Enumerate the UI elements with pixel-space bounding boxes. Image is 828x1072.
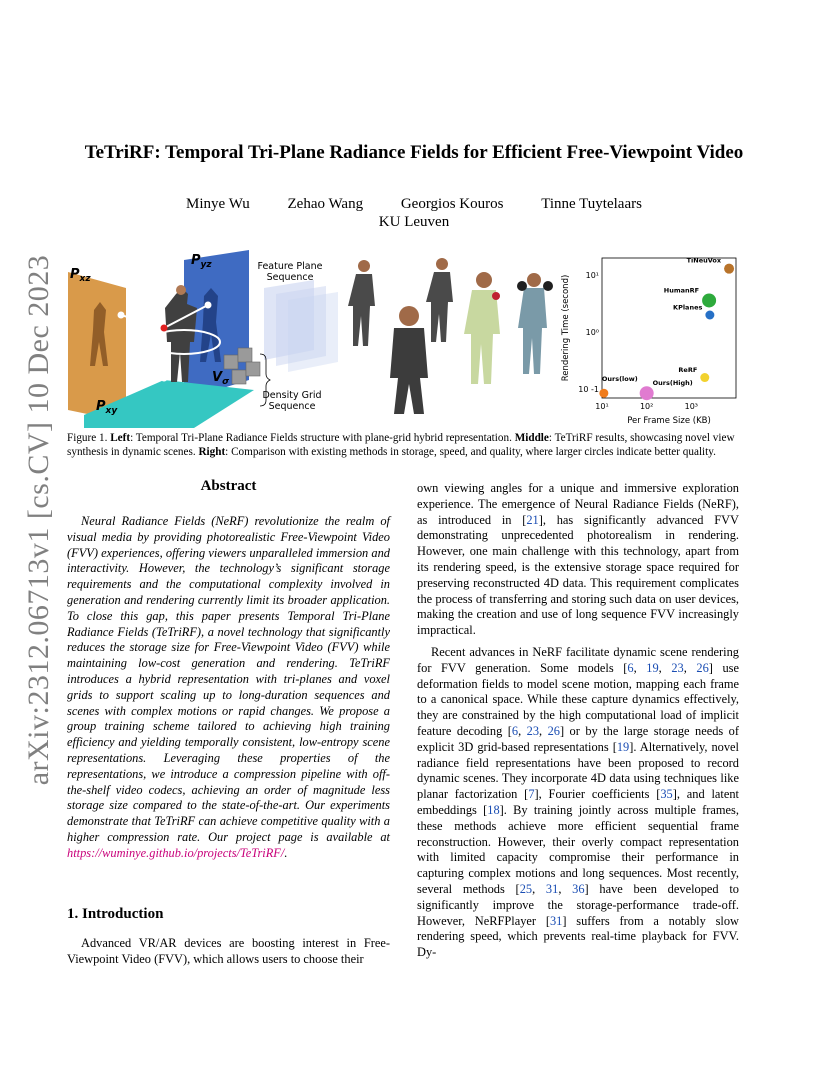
section-heading-introduction: 1. Introduction [67,906,164,922]
citation-link[interactable]: 19 [616,739,630,754]
citation-link[interactable]: 6 [627,660,634,675]
author-list [0,196,828,213]
render-figure [348,260,375,346]
data-point-label: Ours(low) [601,375,638,384]
y-tick-label: 10⁰ [585,328,599,338]
caption-middle-label: Middle [514,432,549,444]
x-tick-label: 10² [639,402,654,411]
citation-link[interactable]: 7 [528,787,535,802]
citation-link[interactable]: 31 [545,881,559,896]
data-point-label: TiNeuVox [686,256,722,265]
sample-point [205,302,212,309]
abstract-heading: Abstract [200,478,257,494]
citation-link[interactable]: 19 [646,660,659,675]
paragraph: own viewing angles for a unique and immersive exploration experience. The emergence of Neural Radiance Fields (NeRF), as introduced in [21], has significantly advanced FVV demonstrating unprecedented photorealism in rendering. However, one main challenge with this technology, apart from its rendering speed, is the extensive storage space required for preserving reconstructed 4D data. This requirement complicates the process of transferring and storing such data on user devices, making the creation and use of long sequence FVV increasingly impractical. [417,481,739,638]
citation-link[interactable]: 25 [519,881,533,896]
data-point [640,386,654,400]
project-page-link[interactable]: https://wuminye.github.io/projects/TeTriRF/ [67,845,285,860]
result-renderings [348,258,553,414]
caption-right-text: : Comparison with existing methods in storage, speed, and quality, where larger circles indicate better quality. [225,445,716,458]
data-point [702,293,716,307]
sample-point [161,375,168,382]
abstract-end: . [284,845,288,860]
citation-link[interactable]: 35 [660,787,673,802]
render-figure [426,258,453,342]
chart-points [599,257,734,401]
citation-link[interactable]: 23 [526,723,540,738]
person-head [176,285,186,295]
paragraph: Recent advances in NeRF facilitate dynamic scene rendering for FVV generation. Some models [6, 19, 23, 26] use deformation fields to model scene motion, mapping each frame to a canonical space. While these capture dynamics effectively, they are constrained by the high computational load of implicit feature decoding [6, 23, 26] or by the large storage needs of explicit 3D grid-based representations [19]. Alternatively, novel radiance field representations have been proposed to record dynamic scenes. They incorporate 4D data using techniques like planar factorization [7], Fourier coefficients [35], and latent embeddings [18]. By training jointly across multiple frames, these methods achieve more efficient sequential frame reconstruction. However, their overly compact representation with limited capacity compromise their performance in capturing complex motions and long sequences. Most recently, several methods [25, 31, 36] have been developed to significantly improve the storage-performance trade-off. However, NeRFPlayer [31] suffers from a notably slow rendering speed, which prevents real-time playback for FVV. Dy- [417,644,739,960]
label-density-grid: Density Grid Sequence [262,390,322,412]
label-vsigma: $V_\sigma$ [212,370,230,387]
sample-point [118,312,125,319]
render-figure [517,273,553,374]
citation-link[interactable]: 26 [696,660,709,675]
data-point [700,373,709,382]
x-axis-label: Per Frame Size (KB) [627,416,711,426]
render-figure [390,306,428,414]
citation-link[interactable]: 18 [487,802,500,817]
data-point-label: HumanRF [663,286,700,295]
author-name: Tinne Tuytelaars [541,196,642,212]
label-pxy: $P_{xy}$ [96,399,118,416]
paper-title: TeTriRF: Temporal Tri-Plane Radiance Fields for Efficient Free-Viewpoint Video [84,142,744,163]
abstract-body [67,514,390,862]
citation-link[interactable]: 36 [572,881,585,896]
triplane-diagram [68,250,338,428]
caption-middle-text: : TeTriRF results, showcasing novel view synthesis in dynamic scenes. [67,432,735,458]
x-tick-label: 10³ [684,402,699,411]
projection-line [121,315,164,328]
x-tick-label: 10¹ [595,402,609,411]
figure-1 [64,250,744,428]
citation-link[interactable]: 21 [526,512,539,527]
author-name: Zehao Wang [287,196,364,212]
intro-paragraph [67,936,390,968]
data-point-label: ReRF [678,366,698,375]
data-point [705,311,714,320]
author-name: Minye Wu [186,196,250,212]
figure-caption [67,432,743,459]
y-axis-label: Rendering Time (second) [561,274,571,382]
citation-link[interactable]: 31 [549,913,563,928]
render-figure [464,272,500,384]
data-point [599,389,608,398]
comparison-chart [561,257,736,426]
caption-fig-number: Figure 1. [67,432,108,444]
data-point-label: Ours(High) [652,379,693,388]
intro-text: Advanced VR/AR devices are boosting interest in Free-Viewpoint Video (FVV), which allows users to choose their [67,936,390,966]
caption-right-label: Right [198,445,226,458]
y-tick-label: 10 -1 [578,385,599,395]
caption-left-text: : Temporal Tri-Plane Radiance Fields structure with plane-grid hybrid representation. [130,432,512,444]
label-feature-plane: Feature Plane Sequence [257,261,323,283]
arxiv-identifier: arXiv:2312.06713v1 [cs.CV] 10 Dec 2023 [22,254,55,786]
author-name: Georgios Kouros [400,196,504,212]
affiliation: KU Leuven [378,214,450,230]
citation-link[interactable]: 26 [547,723,560,738]
label-pxz: $P_{xz}$ [70,267,91,284]
feature-plane-seq [288,292,338,372]
right-column-text [417,481,739,961]
data-point-label: KPlanes [673,303,703,312]
citation-link[interactable]: 6 [511,723,519,738]
y-tick-label: 10¹ [585,271,599,281]
abstract-text: Neural Radiance Fields (NeRF) revolutionize the realm of visual media by providing photorealistic Free-Viewpoint Video (FVV) experiences, offering viewers unparalleled immersion and interactivity. However, the technology’s significant storage requirements and the computational complexity involved in generation and rendering currently limit its broader application. To close this gap, this paper presents Temporal Tri-Plane Radiance Fields (TeTriRF), a novel technology that significantly reduces the storage size for Free-Viewpoint Video (FVV) while maintaining low-cost generation and rendering. TeTriRF introduces a hybrid representation with tri-planes and voxel grids to support scaling up to long-duration sequences and scenes with complex motions or rapid changes. We propose a group training scheme tailored to achieving high training efficiency and yielding temporally consistent, low-entropy scene representations. Leveraging these properties of the representations, we introduce a compression pipeline with off-the-shelf video codecs, achieving an order of magnitude less storage size compared to the state-of-the-art. Our experiments demonstrate that TeTriRF can achieve competitive quality with a higher compression rate. Our project page is available at [67,514,390,844]
sample-point [161,325,168,332]
caption-left-label: Left [110,432,131,444]
label-pyz: $P_{yz}$ [191,253,212,270]
citation-link[interactable]: 23 [671,660,684,675]
data-point [724,264,734,274]
